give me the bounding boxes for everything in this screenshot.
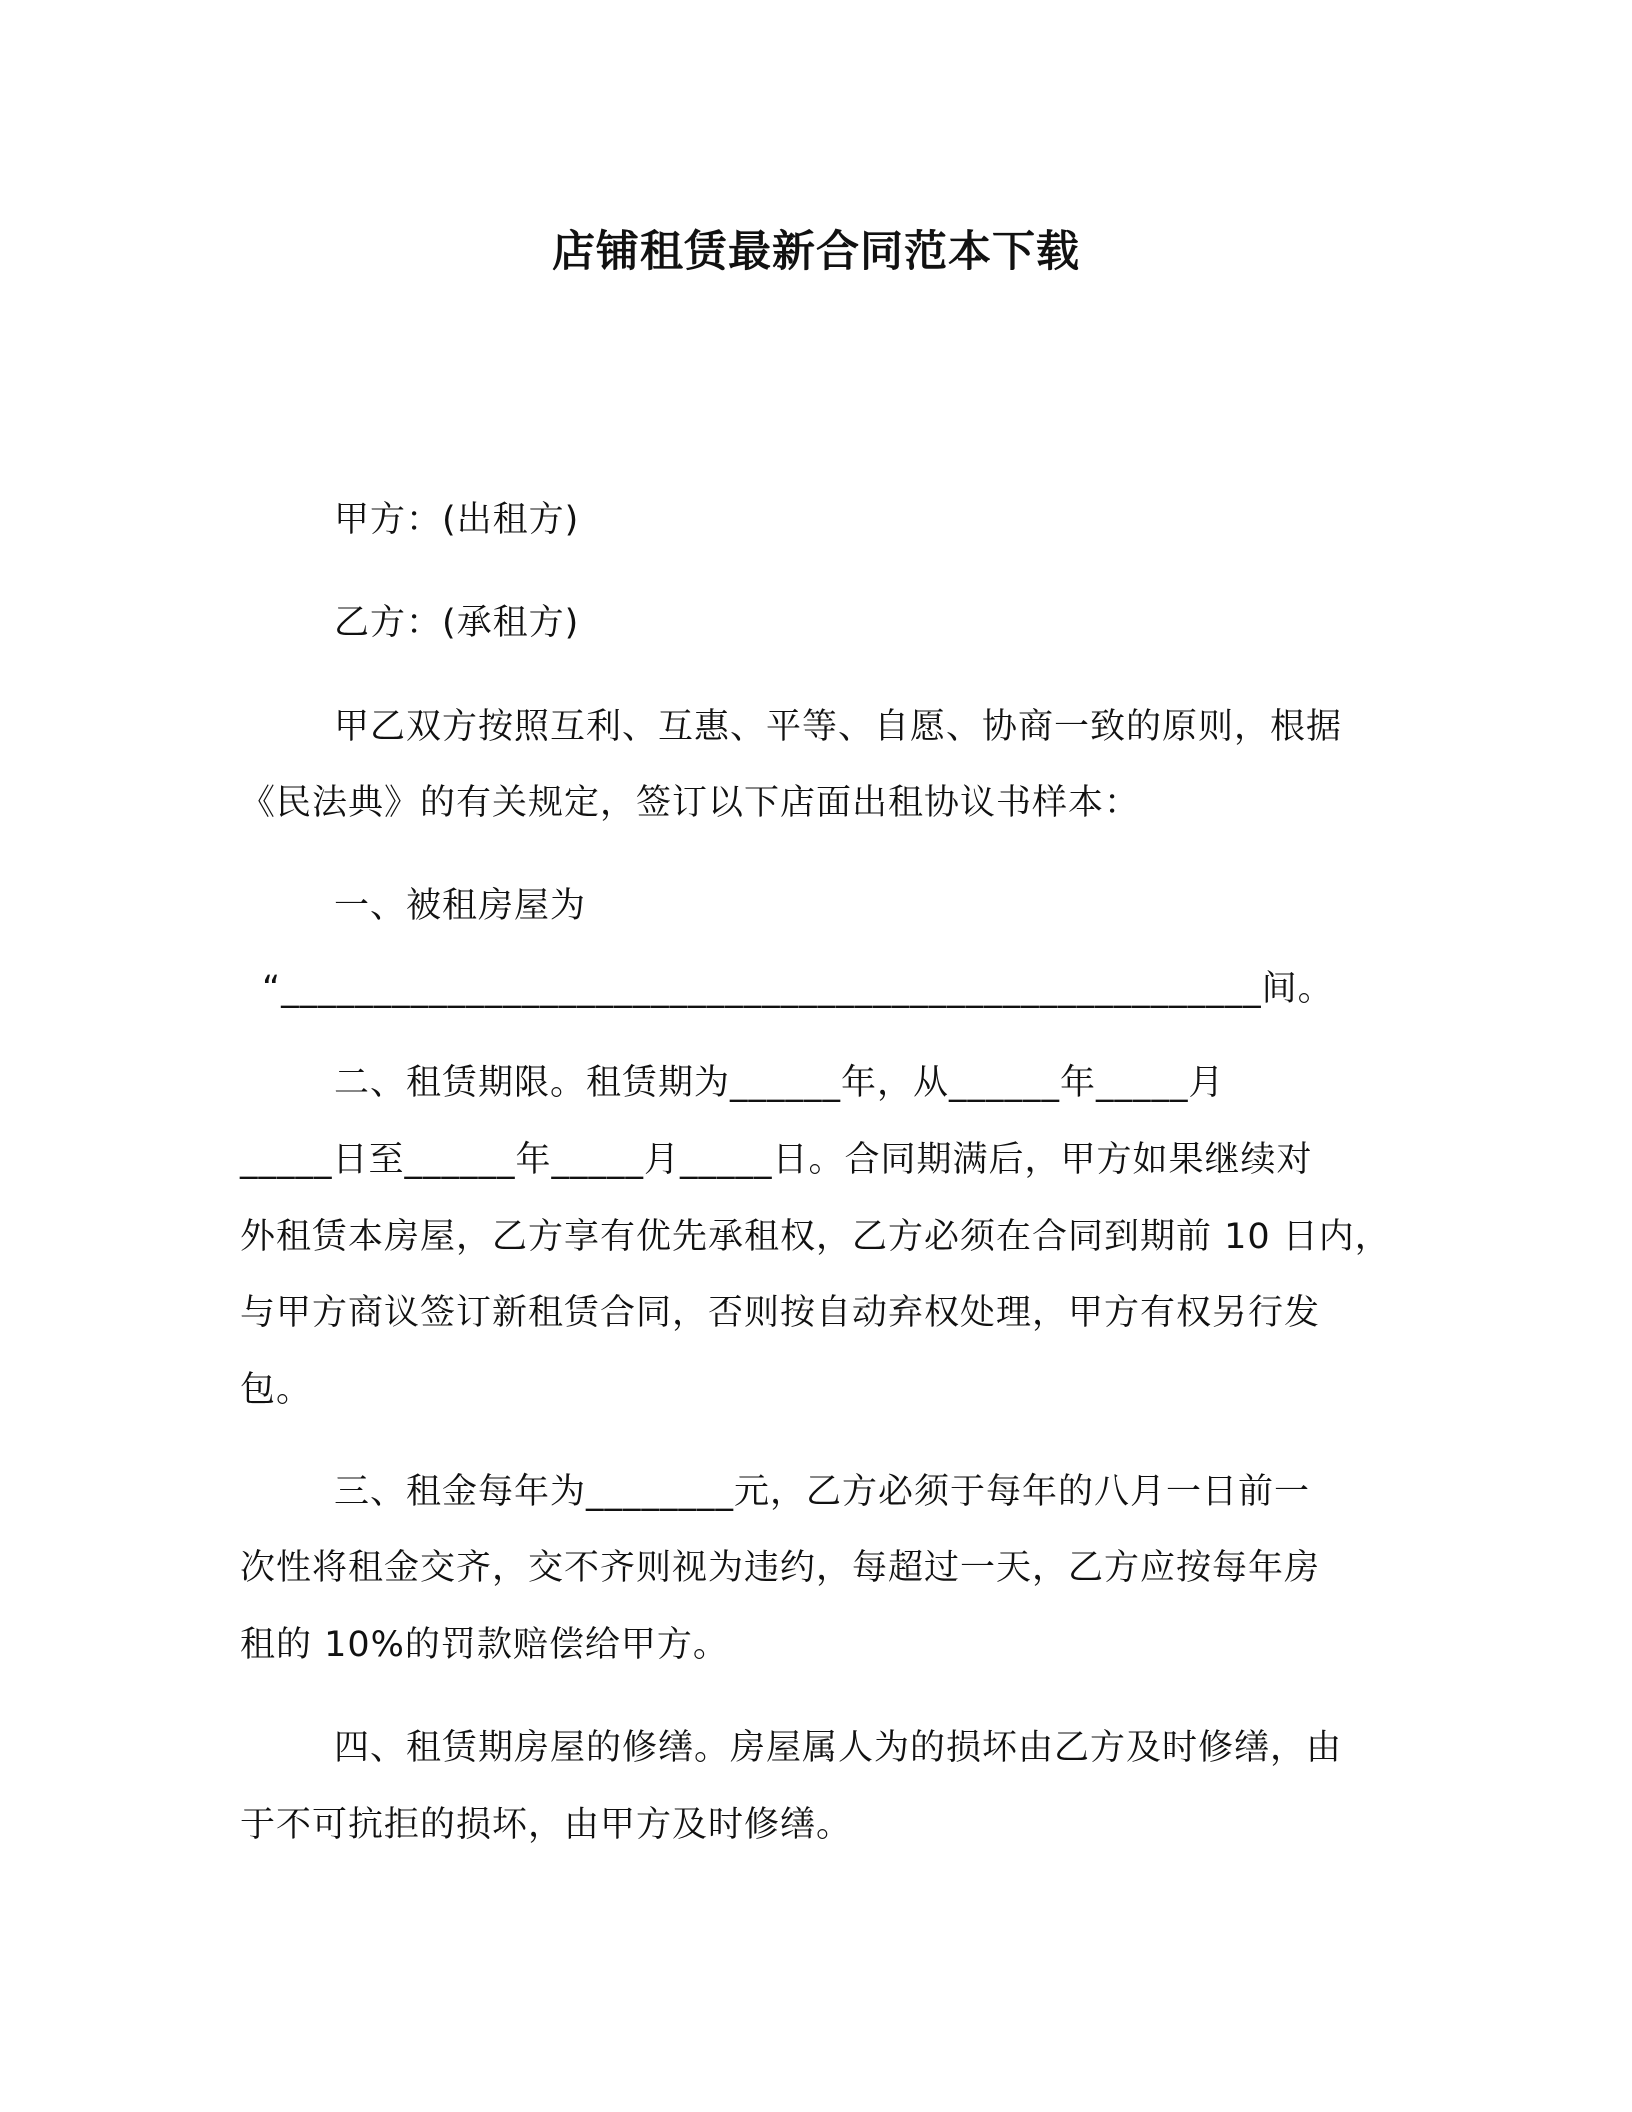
clause-2-line-5: 包。 xyxy=(240,1370,313,1410)
party-b-line: 乙方：(承租方) xyxy=(334,603,580,643)
clause-2-line-4: 与甲方商议签订新租赁合同，否则按自动弃权处理，甲方有权另行发 xyxy=(240,1293,1321,1333)
clause-1-line-2: “_____________________________________________________间。 xyxy=(262,969,1334,1009)
clause-3-line-1: 三、租金每年为________元，乙方必须于每年的八月一日前一 xyxy=(334,1472,1311,1512)
clause-3-line-3: 租的 10%的罚款赔偿给甲方。 xyxy=(240,1625,729,1665)
clause-1-line-1: 一、被租房屋为 xyxy=(334,886,587,926)
clause-4-line-1: 四、租赁期房屋的修缮。房屋属人为的损坏由乙方及时修缮，由 xyxy=(334,1728,1343,1768)
intro-line-1: 甲乙双方按照互利、互惠、平等、自愿、协商一致的原则，根据 xyxy=(334,707,1343,747)
clause-2-line-3: 外租赁本房屋，乙方享有优先承租权，乙方必须在合同到期前 10 日内， xyxy=(240,1217,1391,1257)
clause-2-line-1: 二、租赁期限。租赁期为______年，从______年_____月 xyxy=(334,1063,1225,1103)
clause-2-line-2: _____日至______年_____月_____日。合同期满后，甲方如果继续对 xyxy=(240,1140,1313,1180)
document-title: 店铺租赁最新合同范本下载 xyxy=(552,227,1080,277)
party-a-line: 甲方：(出租方) xyxy=(334,500,580,540)
intro-line-2: 《民法典》的有关规定，签订以下店面出租协议书样本： xyxy=(240,783,1141,823)
clause-4-line-2: 于不可抗拒的损坏，由甲方及时修缮。 xyxy=(240,1805,853,1845)
clause-3-line-2: 次性将租金交齐，交不齐则视为违约，每超过一天，乙方应按每年房 xyxy=(240,1548,1321,1588)
